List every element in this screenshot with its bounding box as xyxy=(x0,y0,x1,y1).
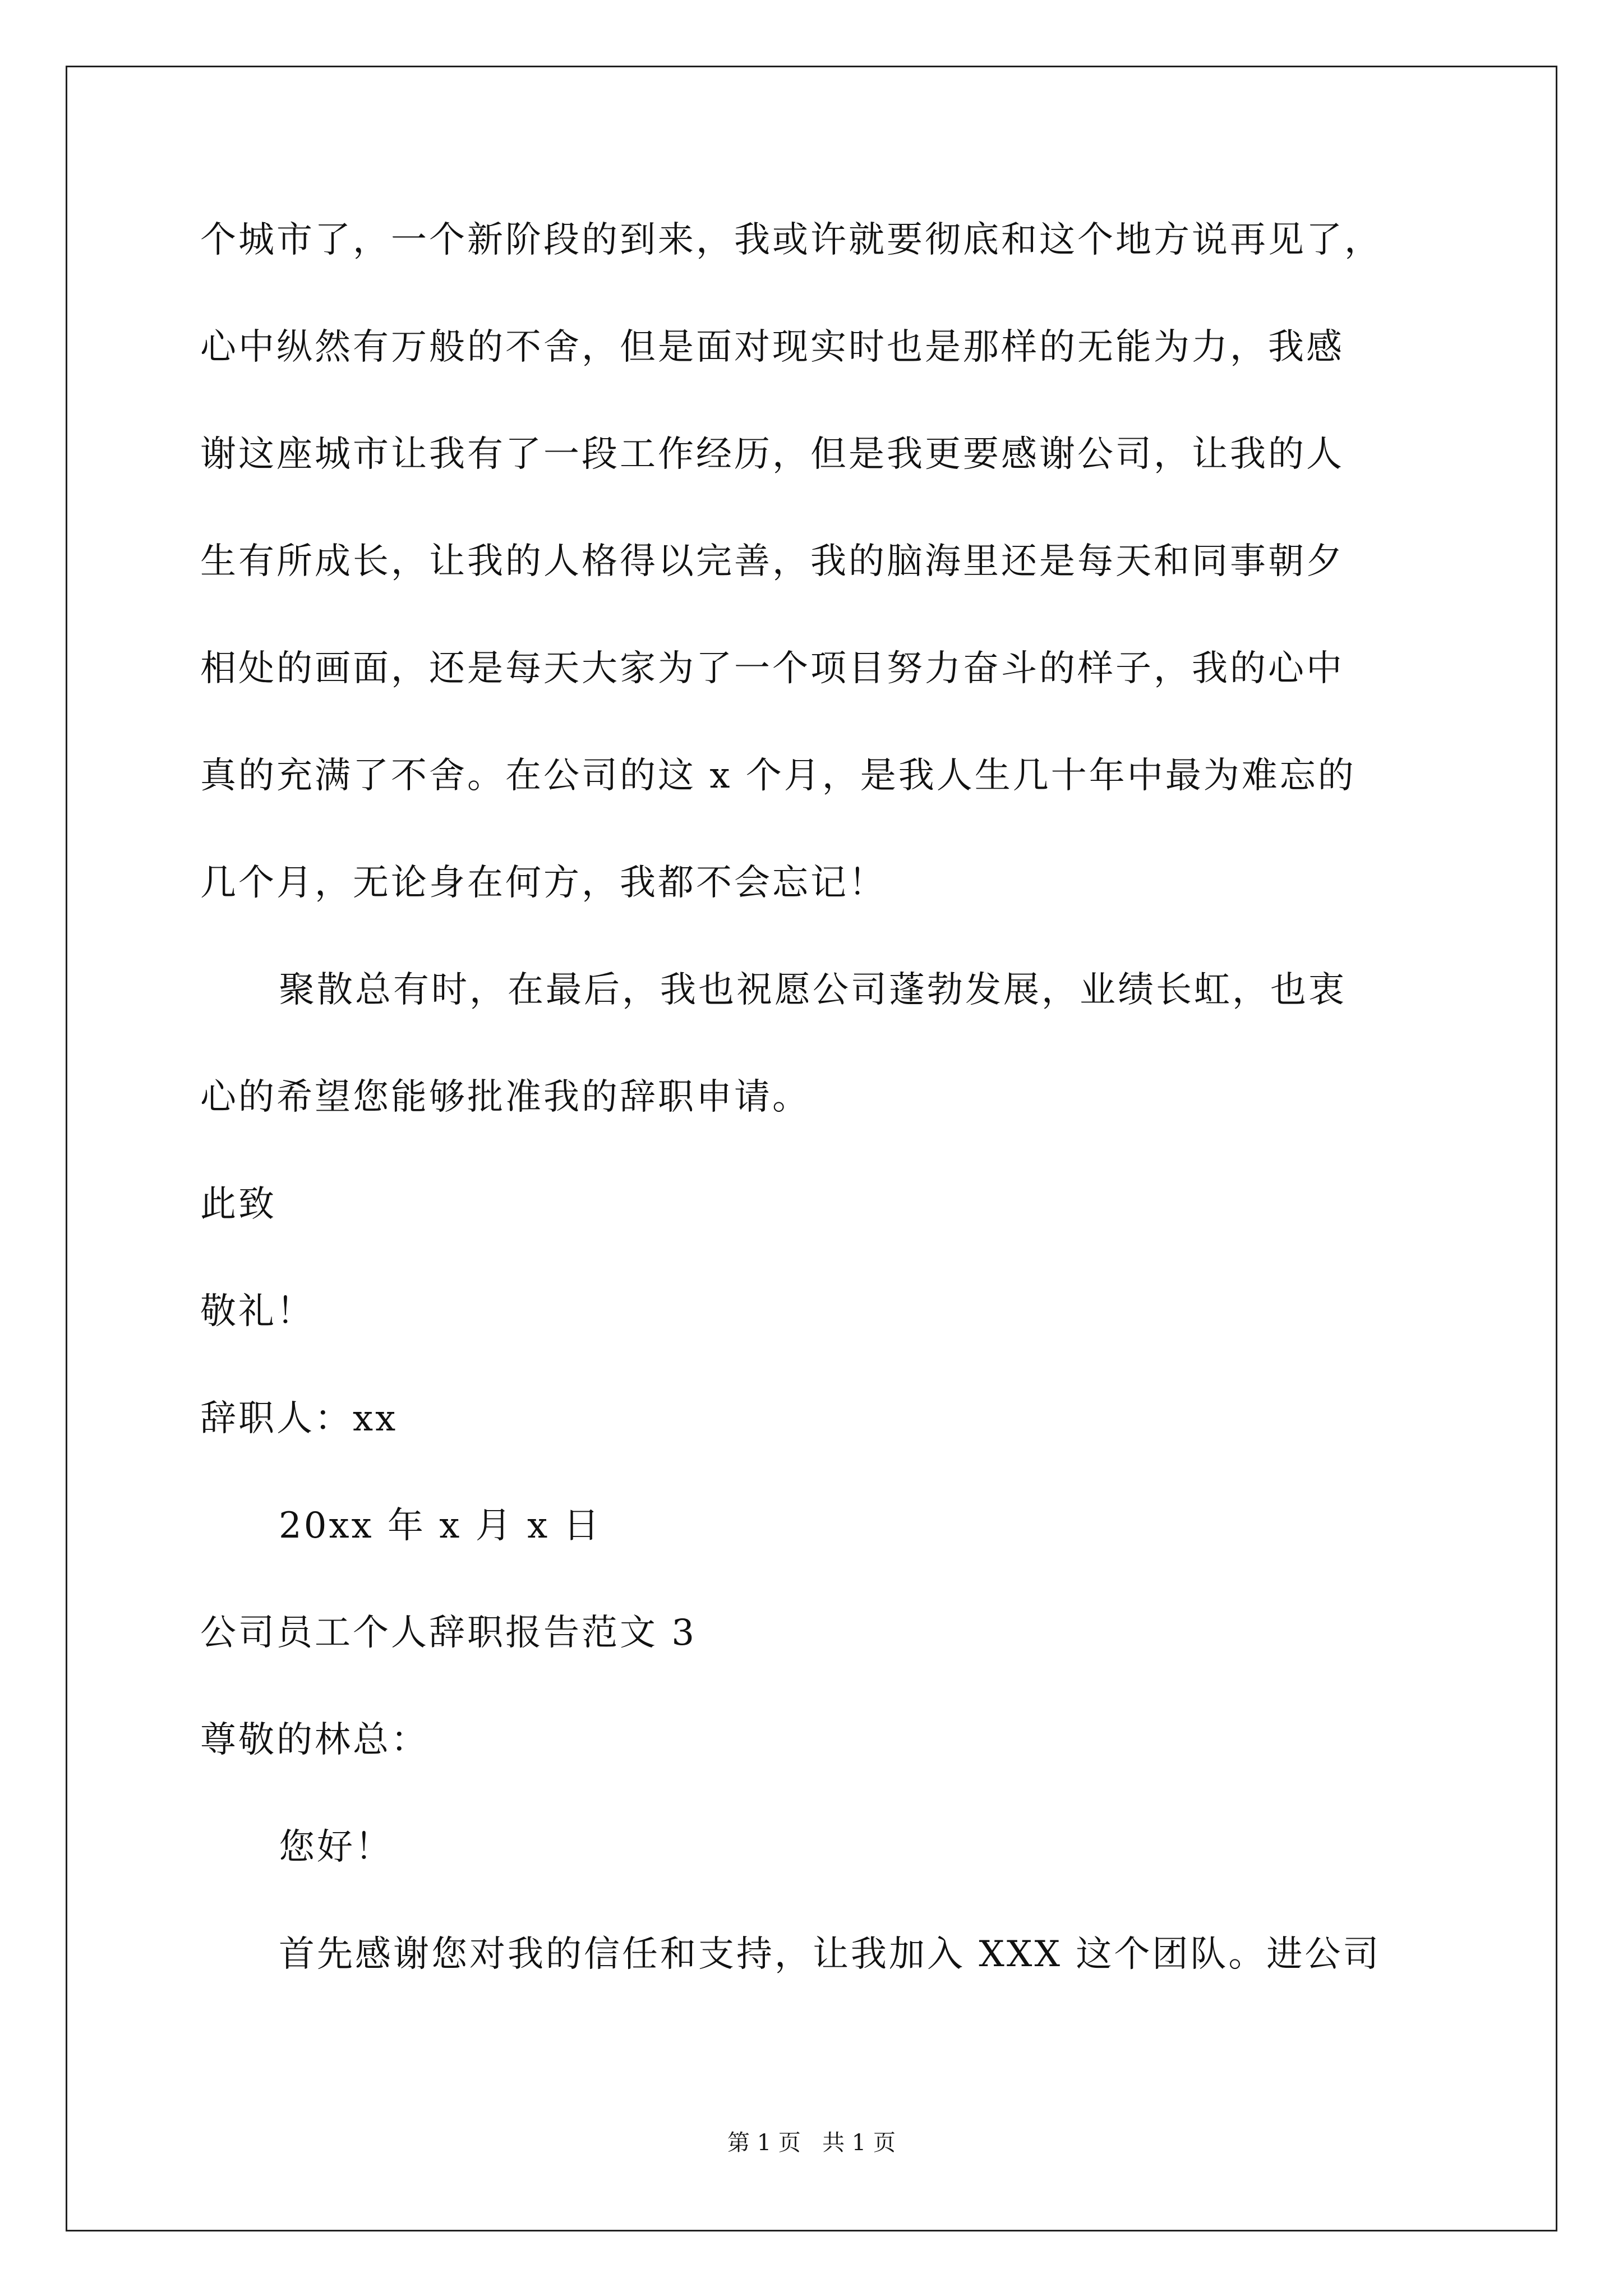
page-number-footer: 第 1 页 共 1 页 xyxy=(727,2130,896,2156)
closing-regards: 敬礼！ xyxy=(200,1291,315,1332)
closing-salutation: 此致 xyxy=(200,1184,276,1225)
greeting-recipient: 尊敬的林总： xyxy=(200,1719,429,1761)
body-line: 心中纵然有万般的不舍，但是面对现实时也是那样的无能为力，我感 xyxy=(200,326,1344,368)
greeting: 您好！ xyxy=(279,1826,393,1868)
date-line: 20xx 年 x 月 x 日 xyxy=(279,1505,602,1547)
body-line: 谢这座城市让我有了一段工作经历，但是我更要感谢公司，让我的人 xyxy=(200,434,1344,475)
body-line: 真的充满了不舍。在公司的这 x 个月，是我人生几十年中最为难忘的 xyxy=(200,755,1356,797)
body-line: 相处的画面，还是每天大家为了一个项目努力奋斗的样子，我的心中 xyxy=(200,648,1344,689)
signature-line: 辞职人：xx xyxy=(200,1398,398,1439)
document-body xyxy=(200,213,1428,2035)
body-line: 个城市了，一个新阶段的到来，我或许就要彻底和这个地方说再见了， xyxy=(200,219,1382,261)
body-line: 几个月，无论身在何方，我都不会忘记！ xyxy=(200,862,887,904)
body-line: 生有所成长，让我的人格得以完善，我的脑海里还是每天和同事朝夕 xyxy=(200,541,1344,582)
paragraph-first-line: 首先感谢您对我的信任和支持，让我加入 XXX 这个团队。进公司 xyxy=(279,1934,1381,1975)
paragraph-first-line: 聚散总有时，在最后，我也祝愿公司蓬勃发展，业绩长虹，也衷 xyxy=(279,969,1347,1011)
section-title: 公司员工个人辞职报告范文 3 xyxy=(200,1612,697,1654)
body-line: 心的希望您能够批准我的辞职申请。 xyxy=(200,1076,810,1118)
